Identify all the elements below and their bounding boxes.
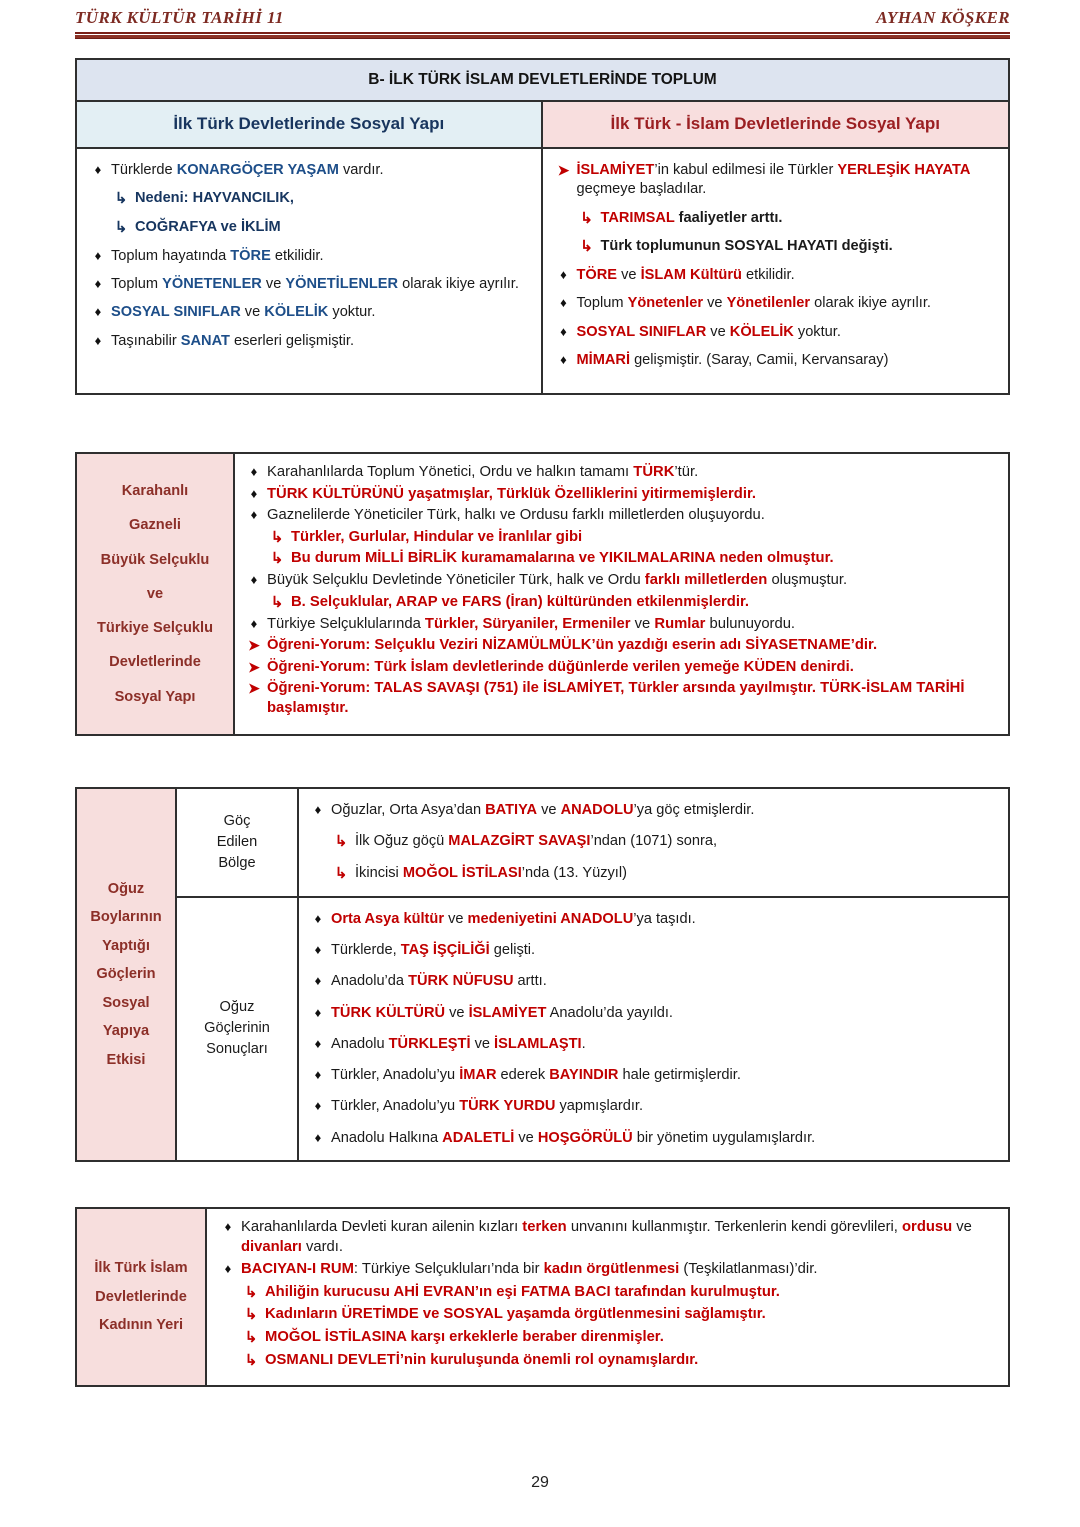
list-item	[551, 351, 1001, 370]
table1-header-row	[77, 102, 1008, 149]
arrow-bullet-icon: ➤	[248, 658, 260, 675]
header-author: AYHAN KÖŞKER	[876, 8, 1010, 27]
list-item-text: Karahanlılarda Toplum Yönetici, Ordu ve halkın tamamı TÜRK’tür.	[267, 464, 699, 480]
list-item	[305, 941, 998, 960]
list-item	[305, 972, 998, 991]
table4-row-label	[77, 1209, 207, 1385]
hook-arrow-bullet-icon: ↳	[580, 209, 593, 227]
list-item-text: BACIYAN-I RUM: Türkiye Selçukluları’nda bir kadın örgütlenmesi (Teşkilatlanması)’dir.	[241, 1261, 818, 1278]
list-item	[215, 1351, 998, 1371]
label-line: Oğuz	[107, 880, 145, 897]
label-line: Devletlerinde	[95, 1288, 187, 1305]
list-item-text: Türkler, Gurlular, Hindular ve İranlılar gibi	[291, 528, 583, 545]
list-item	[241, 463, 998, 483]
table3-subheader-goc-edilen-bolge	[177, 789, 299, 896]
subheader-line: Göç	[223, 812, 251, 829]
table2-row-label	[77, 454, 235, 734]
list-item-text: İSLAMİYET’in kabul edilmesi ile Türkler YERLEŞİK HAYATA geçmeye başladılar.	[576, 162, 971, 198]
list-item	[305, 801, 998, 820]
list-item	[215, 1218, 998, 1257]
table3-row2-content	[299, 898, 1008, 1160]
table3-row-goc-edilen-bolge	[177, 789, 1008, 898]
diamond-bullet-icon: ♦	[560, 267, 567, 283]
label-line: Türkiye Selçuklu	[97, 620, 213, 637]
table1-right-list	[551, 161, 1001, 370]
list-item	[551, 161, 1001, 200]
list-item	[241, 658, 998, 678]
list-item-text: Orta Asya kültür ve medeniyetini ANADOLU’ya taşıdı.	[331, 910, 696, 927]
list-item-text: TARIMSAL faaliyetler arttı.	[600, 209, 783, 226]
list-item-text: Anadolu TÜRKLEŞTİ ve İSLAMLAŞTI.	[331, 1035, 586, 1052]
list-item	[85, 332, 533, 351]
label-line: ve	[146, 585, 164, 602]
diamond-bullet-icon: ♦	[94, 247, 102, 263]
diamond-bullet-icon: ♦	[250, 464, 258, 479]
diamond-bullet-icon: ♦	[314, 942, 322, 958]
list-item	[85, 247, 533, 266]
list-item-text: TÜRK KÜLTÜRÜ ve İSLAMİYET Anadolu’da yayıldı.	[331, 1004, 673, 1021]
list-item-text: SOSYAL SINIFLAR ve KÖLELİK yoktur.	[576, 323, 841, 340]
list-item	[551, 294, 1001, 313]
header-divider-rule	[75, 32, 1010, 39]
table-ilk-turk-islam-devletlerinde-kadinin-yeri	[75, 1207, 1010, 1387]
diamond-bullet-icon: ♦	[224, 1219, 232, 1234]
list-item	[305, 1004, 998, 1023]
label-line: İlk Türk İslam	[94, 1260, 188, 1277]
diamond-bullet-icon: ♦	[314, 973, 322, 989]
table3-subheader-oguz-goclerinin-sonuclari	[177, 898, 299, 1160]
list-item	[85, 275, 533, 294]
table1-head-right: İlk Türk - İslam Devletlerinde Sosyal Yapı	[543, 102, 1009, 147]
list-item-text: TÜRK KÜLTÜRÜNÜ yaşatmışlar, Türklük Özelliklerini yitirmemişlerdir.	[267, 485, 756, 502]
diamond-bullet-icon: ♦	[250, 615, 258, 631]
table3-row1-list	[305, 801, 998, 884]
diamond-bullet-icon: ♦	[250, 572, 258, 588]
hook-arrow-bullet-icon: ↳	[244, 1351, 258, 1369]
list-item-text: MOĞOL İSTİLASINA karşı erkeklerle beraber direnmişler.	[265, 1329, 664, 1346]
diamond-bullet-icon: ♦	[560, 351, 567, 367]
list-item	[551, 323, 1001, 342]
label-line: Gazneli	[129, 517, 181, 534]
arrow-bullet-icon: ➤	[248, 637, 260, 654]
hook-arrow-bullet-icon: ↳	[244, 1329, 258, 1347]
hook-arrow-bullet-icon: ↳	[114, 190, 128, 208]
list-item-text: MİMARİ gelişmiştir. (Saray, Camii, Kervansaray)	[576, 351, 889, 368]
list-item-text: Oğuzlar, Orta Asya’dan BATIYA ve ANADOLU’ya göç etmişlerdir.	[331, 802, 755, 818]
table1-head-left: İlk Türk Devletlerinde Sosyal Yapı	[77, 102, 543, 147]
label-line: Büyük Selçuklu	[100, 551, 210, 568]
hook-arrow-bullet-icon: ↳	[270, 528, 284, 546]
list-item-text: Toplum hayatında TÖRE etkilidir.	[111, 247, 324, 264]
list-item	[551, 209, 1001, 229]
list-item	[215, 1260, 998, 1280]
table1-title: B- İLK TÜRK İSLAM DEVLETLERİNDE TOPLUM	[77, 60, 1008, 102]
table-karahanli-gazneli-selcuklu-sosyal-yapi	[75, 452, 1010, 736]
diamond-bullet-icon: ♦	[314, 1098, 322, 1114]
list-item-text: Türkiye Selçuklularında Türkler, Süryaniler, Ermeniler ve Rumlar bulunuyordu.	[267, 615, 796, 632]
page-header	[75, 8, 1010, 39]
table4-list	[215, 1218, 998, 1371]
diamond-bullet-icon: ♦	[314, 910, 322, 926]
list-item-text: Ahiliğin kurucusu AHİ EVRAN’ın eşi FATMA BACI tarafından kurulmuştur.	[265, 1283, 780, 1300]
table3-row1-content	[299, 789, 1008, 896]
list-item	[85, 303, 533, 322]
diamond-bullet-icon: ♦	[314, 1067, 322, 1083]
table-oguz-boylarinin-goclerin-etkisi	[75, 787, 1010, 1162]
list-item	[305, 864, 998, 884]
list-item-text: İlk Oğuz göçü MALAZGİRT SAVAŞI’ndan (1071) sonra,	[355, 833, 718, 850]
table2-body	[235, 454, 1008, 734]
list-item	[85, 189, 533, 209]
list-item-text: Nedeni: HAYVANCILIK,	[135, 190, 294, 207]
hook-arrow-bullet-icon: ↳	[244, 1283, 258, 1301]
table2-list	[241, 463, 998, 718]
list-item-text: Türkler, Anadolu’yu TÜRK YURDU yapmışlardır.	[331, 1098, 643, 1115]
list-item	[241, 528, 998, 548]
label-line: Boylarının	[90, 909, 162, 926]
table-ilk-turk-islam-devletlerinde-toplum	[75, 58, 1010, 395]
list-item	[305, 910, 998, 929]
diamond-bullet-icon: ♦	[94, 162, 102, 177]
subheader-line: Edilen	[216, 833, 258, 850]
list-item-text: Toplum Yönetenler ve Yönetilenler olarak ikiye ayrılır.	[576, 295, 931, 312]
hook-arrow-bullet-icon: ↳	[270, 593, 284, 611]
list-item-text: Toplum YÖNETENLER ve YÖNETİLENLER olarak ikiye ayrılır.	[111, 276, 519, 293]
table3-row2-list	[305, 910, 998, 1148]
list-item	[305, 1097, 998, 1116]
diamond-bullet-icon: ♦	[314, 1129, 322, 1145]
list-item	[241, 571, 998, 591]
list-item-text: Türk toplumunun SOSYAL HAYATI değişti.	[600, 238, 893, 255]
list-item	[305, 1066, 998, 1085]
hook-arrow-bullet-icon: ↳	[580, 238, 593, 256]
label-line: Karahanlı	[121, 483, 189, 499]
table1-column-left	[77, 149, 543, 393]
list-item-text: Anadolu’da TÜRK NÜFUSU arttı.	[331, 973, 547, 990]
list-item-text: Türkler, Anadolu’yu İMAR ederek BAYINDIR hale getirmişlerdir.	[331, 1067, 741, 1084]
list-item-text: Türklerde, TAŞ İŞÇİLİĞİ gelişti.	[331, 942, 536, 959]
list-item	[215, 1283, 998, 1303]
list-item	[241, 506, 998, 526]
table3-row-oguz-goclerinin-sonuclari	[177, 898, 1008, 1160]
table3-row-label	[77, 789, 177, 1160]
subheader-line: Oğuz	[219, 999, 255, 1016]
list-item-text: TÖRE ve İSLAM Kültürü etkilidir.	[576, 267, 795, 284]
diamond-bullet-icon: ♦	[94, 304, 102, 320]
list-item-text: OSMANLI DEVLETİ’nin kuruluşunda önemli rol oynamışlardır.	[265, 1351, 699, 1368]
list-item-text: COĞRAFYA ve İKLİM	[135, 219, 281, 236]
label-line: Sosyal	[102, 994, 150, 1011]
list-item-text: Taşınabilir SANAT eserleri gelişmiştir.	[111, 332, 355, 349]
list-item	[551, 266, 1001, 285]
list-item	[215, 1305, 998, 1325]
hook-arrow-bullet-icon: ↳	[334, 833, 348, 851]
table1-body	[77, 149, 1008, 393]
diamond-bullet-icon: ♦	[560, 295, 567, 311]
list-item-text: Öğreni-Yorum: Türk İslam devletlerinde düğünlerde verilen yemeğe KÜDEN denirdi.	[267, 658, 854, 675]
diamond-bullet-icon: ♦	[94, 332, 102, 348]
label-line: Yaptığı	[102, 937, 150, 954]
list-item	[305, 832, 998, 852]
diamond-bullet-icon: ♦	[560, 323, 567, 339]
subheader-line: Göçlerinin	[204, 1020, 270, 1037]
list-item	[305, 1035, 998, 1054]
diamond-bullet-icon: ♦	[250, 485, 258, 501]
list-item	[215, 1328, 998, 1348]
list-item	[551, 237, 1001, 257]
label-line: Etkisi	[106, 1051, 146, 1068]
hook-arrow-bullet-icon: ↳	[270, 550, 284, 568]
list-item-text: Öğreni-Yorum: Selçuklu Veziri NİZAMÜLMÜLK’ün yazdığı eserin adı SİYASETNAME’dir.	[267, 637, 878, 654]
list-item-text: SOSYAL SINIFLAR ve KÖLELİK yoktur.	[111, 304, 376, 321]
list-item	[85, 161, 533, 180]
hook-arrow-bullet-icon: ↳	[114, 219, 128, 237]
subheader-line: Bölge	[218, 855, 256, 871]
diamond-bullet-icon: ♦	[314, 802, 322, 817]
list-item-text: B. Selçuklular, ARAP ve FARS (İran) kültüründen etkilenmişlerdir.	[291, 593, 750, 610]
list-item-text: Büyük Selçuklu Devletinde Yöneticiler Türk, halk ve Ordu farklı milletlerden oluşmuştur.	[267, 572, 848, 589]
table1-column-right	[543, 149, 1009, 393]
hook-arrow-bullet-icon: ↳	[244, 1306, 258, 1324]
arrow-bullet-icon: ➤	[248, 680, 260, 697]
list-item	[241, 679, 998, 718]
list-item	[241, 549, 998, 569]
list-item	[241, 485, 998, 505]
diamond-bullet-icon: ♦	[250, 507, 258, 523]
table4-body	[207, 1209, 1008, 1385]
label-line: Yapıya	[102, 1023, 150, 1040]
list-item	[305, 1129, 998, 1148]
list-item	[85, 218, 533, 238]
list-item	[241, 615, 998, 635]
list-item	[241, 636, 998, 656]
hook-arrow-bullet-icon: ↳	[334, 865, 348, 883]
diamond-bullet-icon: ♦	[94, 276, 102, 292]
list-item-text: Anadolu Halkına ADALETLİ ve HOŞGÖRÜLÜ bir yönetim uygulamışlardır.	[331, 1129, 816, 1146]
diamond-bullet-icon: ♦	[314, 1004, 322, 1020]
list-item-text: Bu durum MİLLİ BİRLİK kuramamalarına ve YIKILMALARINA neden olmuştur.	[291, 550, 834, 567]
list-item-text: Gaznelilerde Yöneticiler Türk, halkı ve Ordusu farklı milletlerden oluşuyordu.	[267, 507, 765, 524]
list-item-text: Kadınların ÜRETİMDE ve SOSYAL yaşamda örgütlenmesini sağlamıştır.	[265, 1306, 766, 1323]
arrow-bullet-icon: ➤	[557, 162, 570, 178]
label-line: Kadının Yeri	[98, 1317, 184, 1334]
list-item-text: Karahanlılarda Devleti kuran ailenin kızları terken unvanını kullanmıştır. Terkenlerin kendi görevlileri, ordusu ve divanları vardı.	[241, 1219, 972, 1255]
list-item	[241, 593, 998, 613]
page-number: 29	[531, 1474, 549, 1491]
label-line: Göçlerin	[96, 966, 156, 983]
list-item-text: Türklerde KONARGÖÇER YAŞAM vardır.	[111, 162, 384, 178]
subheader-line: Sonuçları	[206, 1041, 268, 1058]
diamond-bullet-icon: ♦	[314, 1035, 322, 1051]
list-item-text: İkincisi MOĞOL İSTİLASI’nda (13. Yüzyıl)	[355, 865, 627, 882]
header-book-title: TÜRK KÜLTÜR TARİHİ 11	[75, 8, 284, 27]
label-line: Devletlerinde	[109, 654, 201, 671]
label-line: Sosyal Yapı	[114, 688, 196, 705]
diamond-bullet-icon: ♦	[224, 1261, 232, 1277]
table1-left-list	[85, 161, 533, 351]
list-item-text: Öğreni-Yorum: TALAS SAVAŞI (751) ile İSLAMİYET, Türkler arsında yayılmıştır. TÜRK-İSLAM TARİHİ başlamıştır.	[267, 680, 965, 716]
